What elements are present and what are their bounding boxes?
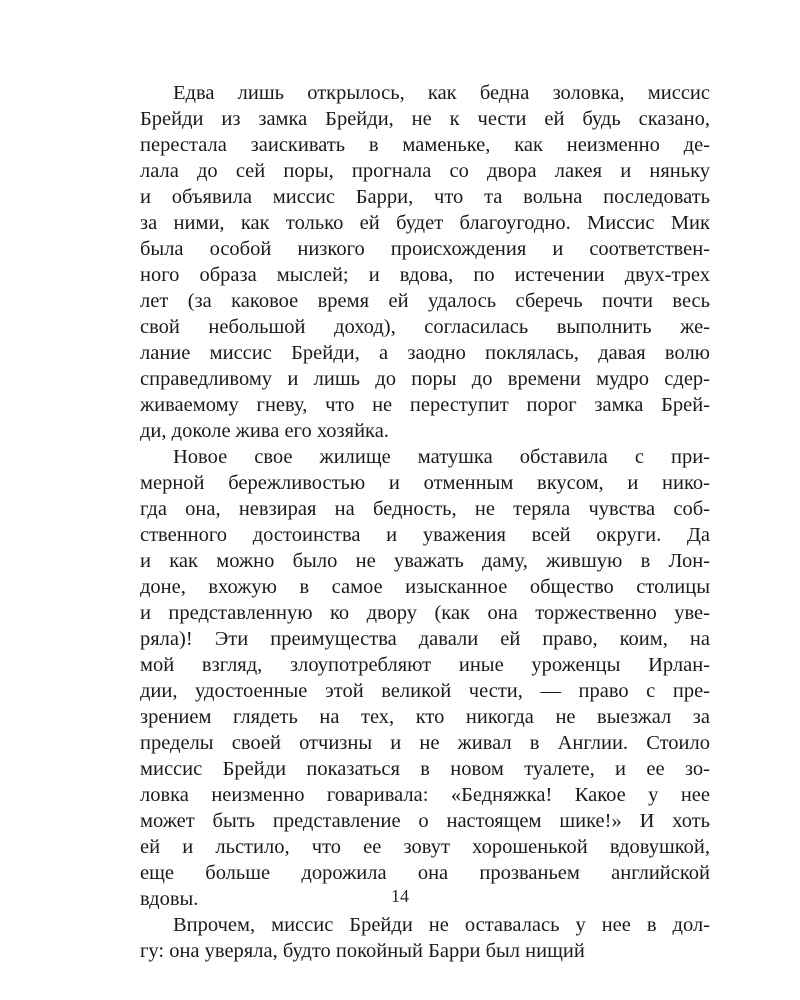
text-line: ловка неизменно говаривала: «Бедняжка! Какое у нее (140, 784, 710, 806)
text-line: Впрочем, миссис Брейди не оставалась у нее в дол- (173, 914, 710, 936)
text-line: и как можно было не уважать даму, жившую в Лон- (140, 550, 710, 572)
text-line: мерной бережливостью и отменным вкусом, и нико- (140, 472, 710, 494)
text-line: и объявила миссис Барри, что та вольна последовать (140, 186, 710, 208)
body-text (140, 80, 710, 964)
paragraph (140, 444, 710, 912)
paragraph (140, 80, 710, 444)
text-line: гу: она уверяла, будто покойный Барри был нищий (140, 940, 585, 962)
text-line: доне, вхожую в самое изысканное общество столицы (140, 576, 710, 598)
text-line: еще больше дорожила она прозваньем английской (140, 862, 710, 884)
text-line: лание миссис Брейди, а заодно поклялась, давая волю (140, 342, 710, 364)
text-line: гда она, невзирая на бедность, не теряла чувства соб- (140, 498, 710, 520)
text-line: зрением глядеть на тех, кто никогда не выезжал за (140, 706, 710, 728)
text-line: пределы своей отчизны и не живал в Англии. Стоило (140, 732, 710, 754)
text-line: перестала заискивать в маменьке, как неизменно де- (140, 134, 710, 156)
paragraph (140, 912, 710, 964)
text-line: и представленную ко двору (как она торжественно уве- (140, 602, 710, 624)
text-line: дии, удостоенные этой великой чести, — право с пре- (140, 680, 710, 702)
text-line: за ними, как только ей будет благоугодно. Миссис Мик (140, 212, 710, 234)
text-line: миссис Брейди показаться в новом туалете, и ее зо- (140, 758, 710, 780)
text-line: лет (за каковое время ей удалось сберечь почти весь (140, 290, 710, 312)
text-line: Новое свое жилище матушка обставила с при- (173, 446, 710, 468)
text-line: ряла)! Эти преимущества давали ей право, коим, на (140, 628, 710, 650)
text-line: была особой низкого происхождения и соответствен- (140, 238, 710, 260)
text-line: может быть представление о настоящем шике!» И хоть (140, 810, 710, 832)
text-line: ного образа мыслей; и вдова, по истечении двух-трех (140, 264, 710, 286)
text-line: живаемому гневу, что не переступит порог замка Брей- (140, 394, 710, 416)
text-line: свой небольшой доход), согласилась выполнить же- (140, 316, 710, 338)
text-line: ственного достоинства и уважения всей округи. Да (140, 524, 710, 546)
text-line: мой взгляд, злоупотребляют иные уроженцы Ирлан- (140, 654, 710, 676)
text-line: ей и льстило, что ее зовут хорошенькой вдовушкой, (140, 836, 710, 858)
text-line: справедливому и лишь до поры до времени мудро сдер- (140, 368, 710, 390)
text-line: ди, доколе жива его хозяйка. (140, 420, 389, 442)
page-number: 14 (391, 886, 409, 906)
text-line: лала до сей поры, прогнала со двора лакея и няньку (140, 160, 710, 182)
text-line: вдовы. (140, 888, 199, 910)
text-line: Едва лишь открылось, как бедна золовка, миссис (173, 82, 710, 104)
text-line: Брейди из замка Брейди, не к чести ей будь сказано, (140, 108, 710, 130)
